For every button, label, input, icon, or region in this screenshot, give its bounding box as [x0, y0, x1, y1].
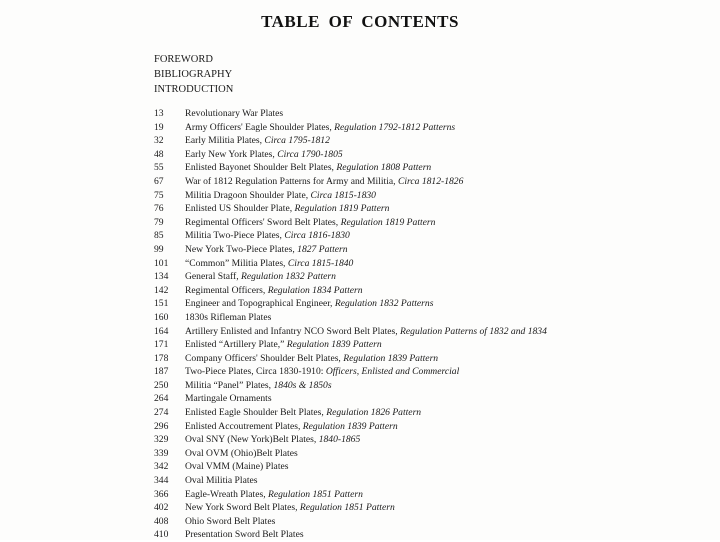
toc-list: [154, 107, 594, 542]
toc-entry-title: [185, 447, 298, 461]
toc-entry: [154, 148, 594, 162]
toc-entry-title: [185, 229, 350, 243]
toc-entry-text: Regimental Officers' Sword Belt Plates,: [185, 216, 339, 228]
toc-entry-pattern: Officers, Enlisted and Commercial: [325, 366, 460, 378]
toc-entry-title: [185, 134, 330, 148]
toc-entry-text: War of 1812 Regulation Patterns for Army and Militia,: [185, 175, 396, 187]
toc-entry-title: [185, 488, 363, 502]
toc-entry-pattern: Circa 1812-1826: [397, 175, 464, 187]
toc-entry-text: General Staff,: [185, 271, 239, 283]
toc-page-number: 274: [154, 407, 169, 419]
toc-entry-text: Martingale Ornaments: [185, 393, 272, 405]
toc-entry-title: [185, 216, 435, 230]
toc-page-number: 99: [154, 243, 164, 255]
toc-entry: [154, 161, 594, 175]
toc-entry-pattern: Regulation 1832 Pattern: [241, 271, 336, 283]
toc-entry-text: Presentation Sword Belt Plates: [185, 529, 304, 541]
toc-entry-title: [185, 460, 288, 474]
toc-page-number: 329: [154, 434, 169, 446]
toc-entry-text: Militia Dragoon Shoulder Plate,: [185, 189, 309, 201]
toc-entry-pattern: Circa 1815-1840: [287, 257, 354, 269]
toc-page-number: 187: [154, 366, 169, 378]
toc-entry-pattern: Regulation 1851 Pattern: [268, 488, 363, 500]
toc-entry: [154, 175, 594, 189]
toc-entry-title: [185, 501, 395, 515]
toc-entry-pattern: Circa 1790-1805: [277, 148, 343, 160]
toc-entry-pattern: Regulation 1792-1812 Patterns: [334, 121, 456, 133]
toc-page-number: 339: [154, 447, 169, 459]
toc-entry: [154, 202, 594, 216]
toc-entry-pattern: Regulation 1839 Pattern: [286, 339, 382, 351]
toc-entry-title: [185, 175, 463, 189]
toc-entry-text: Army Officers' Eagle Shoulder Plates,: [185, 121, 332, 133]
toc-page-number: 366: [154, 488, 169, 500]
toc-entry-text: Two-Piece Plates, Circa 1830-1910:: [185, 366, 324, 378]
toc-entry-text: Oval OVM (Ohio)Belt Plates: [185, 447, 298, 459]
toc-entry-text: Oval VMM (Maine) Plates: [185, 461, 289, 473]
toc-page-number: 408: [154, 515, 169, 527]
toc-entry-pattern: 1840-1865: [318, 434, 361, 446]
toc-entry-pattern: Regulation 1826 Pattern: [326, 407, 422, 419]
toc-entry: [154, 433, 594, 447]
toc-entry-title: [185, 352, 438, 366]
toc-entry: [154, 107, 594, 121]
toc-entry: [154, 365, 594, 379]
toc-page-number: 344: [154, 475, 169, 487]
toc-page-number: 19: [154, 121, 164, 133]
page-title: TABLE OF CONTENTS: [261, 12, 459, 31]
toc-entry-title: [185, 161, 431, 175]
toc-entry: [154, 229, 594, 243]
toc-entry-title: [185, 515, 275, 529]
toc-entry-text: Enlisted Bayonet Shoulder Belt Plates,: [185, 162, 334, 174]
toc-entry-title: [185, 297, 433, 311]
toc-entry-pattern: Circa 1815-1830: [310, 189, 376, 201]
toc-page-number: 410: [154, 529, 169, 541]
toc-entry: [154, 447, 594, 461]
toc-page-number: 142: [154, 284, 169, 296]
toc-entry-title: [185, 365, 459, 379]
toc-page-number: 402: [154, 502, 169, 514]
toc-entry-title: [185, 257, 353, 271]
toc-page-number: 13: [154, 108, 164, 119]
toc-entry-title: [185, 474, 257, 488]
toc-page-number: 151: [154, 298, 169, 310]
toc-entry-text: Revolutionary War Plates: [185, 108, 284, 119]
toc-entry-pattern: 1827 Pattern: [297, 243, 348, 255]
toc-entry-text: New York Two-Piece Plates,: [185, 243, 295, 255]
toc-page-number: 48: [154, 148, 164, 160]
toc-entry: [154, 406, 594, 420]
toc-page-number: 250: [154, 379, 169, 391]
toc-entry-pattern: Regulation 1832 Patterns: [334, 298, 434, 310]
toc-entry-pattern: Circa 1816-1830: [284, 230, 350, 242]
toc-entry: [154, 392, 594, 406]
toc-entry: [154, 311, 594, 325]
toc-entry-text: Militia “Panel” Plates,: [185, 379, 272, 391]
toc-entry: [154, 338, 594, 352]
toc-entry-title: [185, 189, 376, 203]
toc-page-number: 79: [154, 216, 164, 228]
toc-entry-pattern: Regulation 1839 Pattern: [343, 352, 439, 364]
toc-entry-text: Regimental Officers,: [185, 284, 266, 296]
toc-entry: [154, 216, 594, 230]
toc-entry-title: [185, 148, 343, 162]
toc-entry-pattern: Regulation 1819 Pattern: [294, 203, 390, 215]
toc-page-number: 264: [154, 393, 169, 405]
toc-entry: [154, 325, 594, 339]
front-matter-item: FOREWORD: [154, 54, 213, 65]
toc-page-number: 85: [154, 230, 164, 242]
toc-entry: [154, 515, 594, 529]
toc-entry-title: [185, 243, 348, 257]
toc-entry-text: Eagle-Wreath Plates,: [185, 488, 266, 500]
toc-entry-title: [185, 202, 389, 216]
toc-entry-text: Oval Militia Plates: [185, 475, 258, 487]
toc-entry: [154, 488, 594, 502]
toc-entry: [154, 420, 594, 434]
toc-entry-pattern: Regulation 1819 Pattern: [340, 216, 436, 228]
toc-entry-title: [185, 325, 547, 339]
toc-page-number: 171: [154, 339, 169, 351]
toc-entry-title: [185, 392, 272, 406]
toc-entry-title: [185, 379, 332, 393]
toc-entry-text: Oval SNY (New York)Belt Plates,: [185, 434, 317, 446]
toc-entry: [154, 284, 594, 298]
toc-entry-pattern: Regulation 1839 Pattern: [302, 420, 398, 432]
toc-entry-text: Enlisted Accoutrement Plates,: [185, 420, 301, 432]
toc-entry-title: [185, 121, 455, 135]
toc-entry-text: Engineer and Topographical Engineer,: [185, 298, 333, 310]
toc-page-number: 76: [154, 203, 164, 215]
toc-entry-pattern: Circa 1795-1812: [264, 135, 330, 147]
toc-page-number: 164: [154, 325, 169, 337]
toc-entry-text: Early Militia Plates,: [185, 135, 263, 147]
toc-entry: [154, 474, 594, 488]
toc-entry-text: “Common” Militia Plates,: [185, 257, 286, 269]
toc-entry: [154, 379, 594, 393]
toc-entry-text: Company Officers' Shoulder Belt Plates,: [185, 352, 341, 364]
toc-entry: [154, 134, 594, 148]
toc-entry-title: [185, 406, 421, 420]
front-matter-item: INTRODUCTION: [154, 84, 234, 95]
toc-entry: [154, 243, 594, 257]
toc-entry-pattern: 1840s & 1850s: [273, 379, 332, 391]
toc-entry-title: [185, 270, 336, 284]
toc-page-number: 67: [154, 175, 164, 187]
toc-page-number: 75: [154, 189, 164, 201]
toc-entry-title: [185, 311, 271, 325]
toc-page-number: 342: [154, 461, 169, 473]
toc-page-number: 296: [154, 420, 169, 432]
toc-entry-title: [185, 338, 382, 352]
toc-entry-title: [185, 420, 398, 434]
toc-entry: [154, 270, 594, 284]
front-matter-item: BIBLIOGRAPHY: [154, 69, 233, 80]
toc-entry: [154, 257, 594, 271]
toc-page-number: 178: [154, 352, 169, 364]
toc-entry-text: Enlisted “Artillery Plate,”: [185, 339, 285, 351]
toc-entry-pattern: Regulation 1808 Pattern: [336, 162, 432, 174]
toc-entry-title: [185, 107, 283, 121]
toc-entry: [154, 297, 594, 311]
toc-entry: [154, 460, 594, 474]
toc-entry-text: Ohio Sword Belt Plates: [185, 515, 276, 527]
toc-page-number: 101: [154, 257, 169, 269]
toc-entry: [154, 121, 594, 135]
toc-entry-text: New York Sword Belt Plates,: [185, 502, 298, 514]
toc-entry-pattern: Regulation Patterns of 1832 and 1834: [400, 325, 547, 337]
toc-entry-text: Enlisted US Shoulder Plate,: [185, 203, 293, 215]
toc-entry-pattern: Regulation 1834 Pattern: [267, 284, 363, 296]
toc-entry: [154, 352, 594, 366]
toc-page-number: 55: [154, 162, 164, 174]
toc-entry: [154, 189, 594, 203]
toc-entry-title: [185, 433, 360, 447]
toc-entry-text: 1830s Rifleman Plates: [185, 311, 272, 323]
toc-entry-title: [185, 284, 363, 298]
toc-page-number: 32: [154, 135, 164, 147]
toc-entry-text: Enlisted Eagle Shoulder Belt Plates,: [185, 407, 324, 419]
toc-entry-text: Artillery Enlisted and Infantry NCO Sword Belt Plates,: [185, 325, 398, 337]
toc-page-number: 160: [154, 311, 169, 323]
toc-entry: [154, 501, 594, 515]
toc-entry-text: Early New York Plates,: [185, 148, 275, 160]
toc-entry-text: Militia Two-Piece Plates,: [185, 230, 282, 242]
toc-entry-pattern: Regulation 1851 Pattern: [299, 502, 395, 514]
toc-page-number: 134: [154, 271, 169, 283]
front-matter-list: [154, 52, 233, 97]
